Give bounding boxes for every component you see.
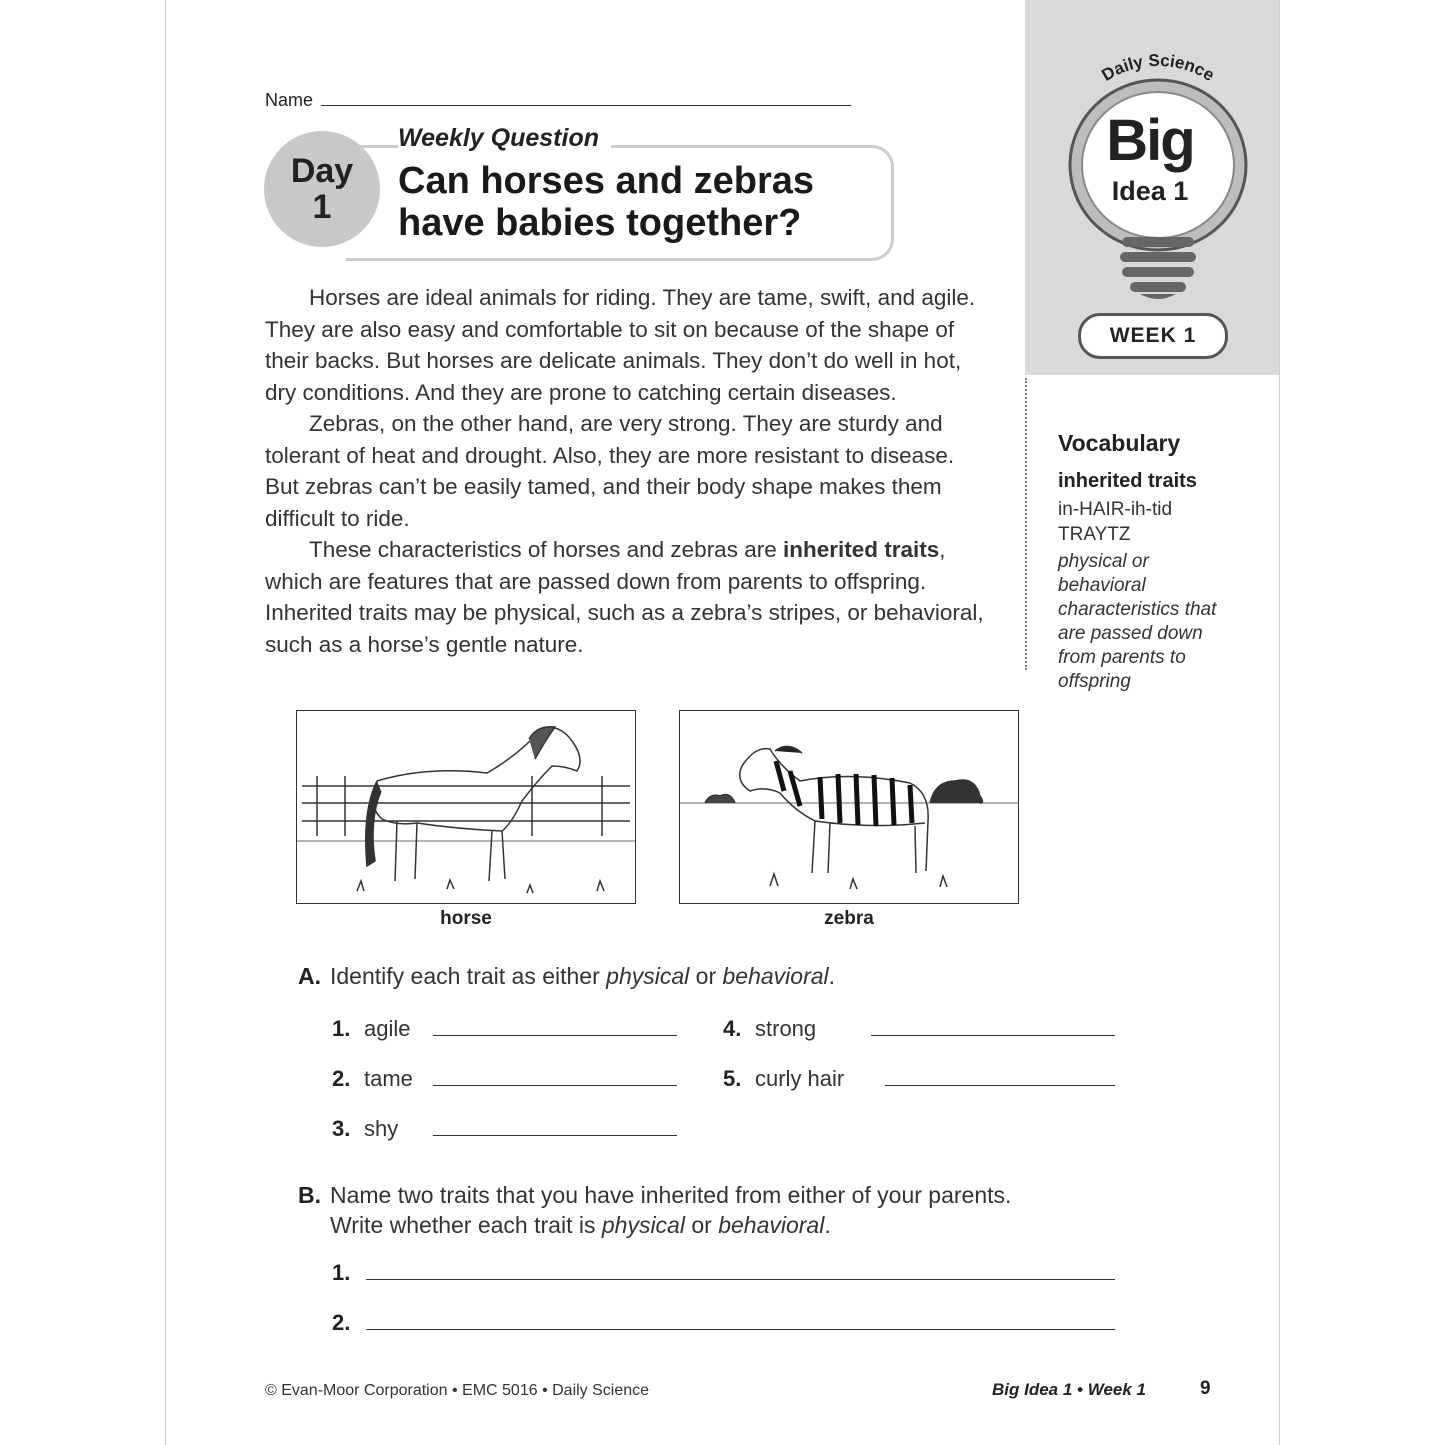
trait-item-2: 2. tame bbox=[332, 1066, 413, 1091]
badge-arc-text: Daily Science bbox=[1098, 50, 1218, 86]
day-circle bbox=[264, 131, 380, 247]
name-field[interactable] bbox=[265, 89, 851, 111]
response-item-2: 2. bbox=[332, 1310, 351, 1335]
name-line[interactable] bbox=[321, 89, 851, 106]
trait-item-3: 3. shy bbox=[332, 1116, 399, 1141]
section-a-prompt: A. Identify each trait as either physical or behavioral. bbox=[298, 963, 836, 989]
footer-copyright: © Evan-Moor Corporation • EMC 5016 • Daily Science bbox=[265, 1382, 650, 1399]
name-label: Name bbox=[265, 90, 314, 110]
answer-line-a3[interactable] bbox=[433, 1135, 677, 1136]
day-number: 1 bbox=[312, 188, 332, 226]
badge-idea: Idea 1 bbox=[1111, 176, 1189, 206]
footer-section: Big Idea 1 • Week 1 bbox=[992, 1380, 1146, 1399]
weekly-question-label: Weekly Question bbox=[398, 124, 611, 153]
vocabulary-definition: physical or behavioral characteristics that are passed down from parents to offspring bbox=[1058, 551, 1217, 692]
page-number: 9 bbox=[1200, 1378, 1211, 1399]
sidebar-divider bbox=[1025, 378, 1027, 670]
badge-big: Big bbox=[1106, 108, 1194, 173]
answer-line-b1[interactable] bbox=[366, 1279, 1115, 1280]
zebra-caption: zebra bbox=[824, 908, 874, 929]
vocab-highlight: inherited traits bbox=[782, 537, 940, 562]
horse-caption: horse bbox=[440, 908, 492, 929]
response-item-1: 1. bbox=[332, 1260, 351, 1285]
answer-line-a5[interactable] bbox=[885, 1085, 1115, 1086]
lightbulb-icon bbox=[1040, 40, 1270, 310]
section-b-prompt: B. Name two traits that you have inherited from either of your parents. Write whether each trait is physical or behavioral. bbox=[298, 1182, 1012, 1238]
trait-item-5: 5. curly hair bbox=[723, 1066, 845, 1091]
answer-line-b2[interactable] bbox=[366, 1329, 1115, 1330]
day-word: Day bbox=[290, 152, 354, 190]
section-a-letter: A. bbox=[298, 963, 321, 989]
title-line-1: Can horses and zebras bbox=[398, 160, 815, 202]
page-title bbox=[398, 160, 814, 244]
zebra-illustration bbox=[679, 710, 1019, 904]
answer-line-a1[interactable] bbox=[433, 1035, 677, 1036]
week-badge: WEEK 1 bbox=[1078, 313, 1228, 359]
vocabulary-heading: Vocabulary bbox=[1058, 430, 1181, 456]
horse-illustration bbox=[296, 710, 636, 904]
answer-line-a2[interactable] bbox=[433, 1085, 677, 1086]
section-b-letter: B. bbox=[298, 1182, 321, 1208]
vocabulary-pronunciation: in-HAIR-ih-tid TRAYTZ bbox=[1058, 499, 1173, 545]
paragraph-1: Horses are ideal animals for riding. They are tame, swift, and agile. They are also easy and comfortable to sit on because of the shape of their backs. But horses are delicate animals. They don’t do well in hot, dry conditions. And they are prone to catching certain diseases. bbox=[265, 285, 976, 405]
paragraph-3: These characteristics of horses and zebras are inherited traits, which are features that are passed down from parents to offspring. Inherited traits may be physical, such as a zebra’s stripes, or behavioral, such as a horse’s gentle nature. bbox=[265, 537, 984, 657]
trait-item-1: 1. agile bbox=[332, 1016, 411, 1041]
trait-item-4: 4. strong bbox=[723, 1016, 817, 1041]
vocabulary-term: inherited traits bbox=[1058, 470, 1197, 492]
answer-line-a4[interactable] bbox=[871, 1035, 1115, 1036]
title-line-2: have babies together? bbox=[398, 202, 802, 244]
paragraph-2: Zebras, on the other hand, are very strong. They are sturdy and tolerant of heat and drought. Also, they are more resistant to disease. But zebras can’t be easily tamed, and their body shape makes them difficult to ride. bbox=[265, 411, 955, 531]
reading-passage bbox=[265, 282, 985, 660]
